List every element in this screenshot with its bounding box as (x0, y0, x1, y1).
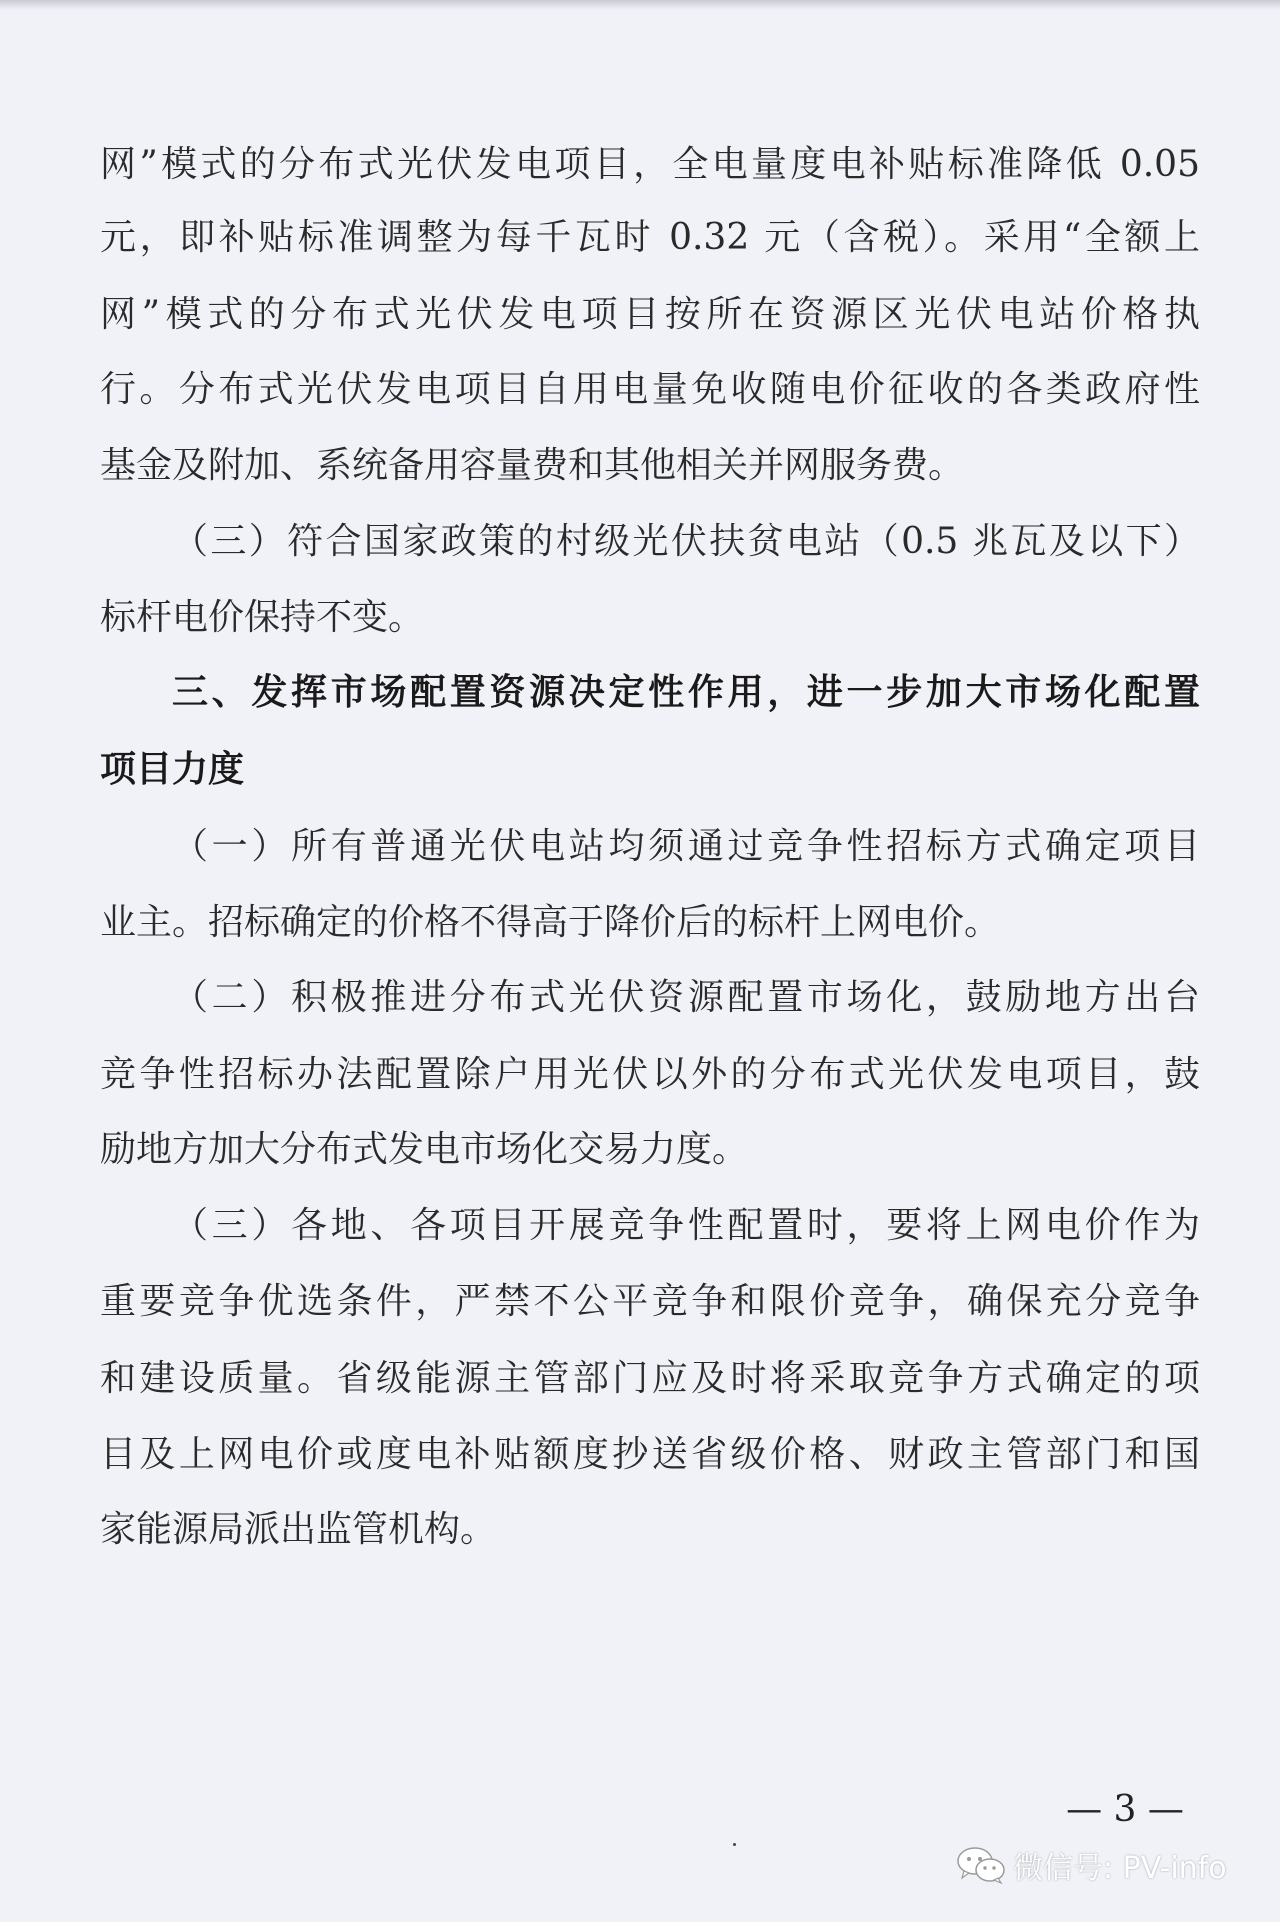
paragraph-line: 基金及附加、系统备用容量费和其他相关并网服务费。 (100, 445, 965, 486)
section-heading: 项目力度 (100, 749, 245, 790)
paragraph-line: 网”模式的分布式光伏发电项目，全电量度电补贴标准降低 0.05 (100, 144, 1200, 185)
wechat-icon (955, 1845, 1007, 1885)
paragraph-line: 竞争性招标办法配置除户用光伏以外的分布式光伏发电项目，鼓 (100, 1054, 1200, 1095)
paragraph-line: （三）符合国家政策的村级光伏扶贫电站（0.5 兆瓦及以下） (172, 521, 1200, 562)
paragraph-line: 标杆电价保持不变。 (100, 597, 425, 638)
paragraph-line: 重要竞争优选条件，严禁不公平竞争和限价竞争，确保充分竞争 (100, 1281, 1200, 1322)
paragraph-line: 目及上网电价或度电补贴额度抄送省级价格、财政主管部门和国 (100, 1434, 1200, 1475)
section-heading: 三、发挥市场配置资源决定性作用，进一步加大市场化配置 (172, 672, 1200, 713)
paragraph-line: 和建设质量。省级能源主管部门应及时将采取竞争方式确定的项 (100, 1358, 1200, 1399)
wechat-watermark (955, 1845, 1227, 1885)
paragraph-line: （一）所有普通光伏电站均须通过竞争性招标方式确定项目 (172, 826, 1200, 867)
paragraph-line: 行。分布式光伏发电项目自用电量免收随电价征收的各类政府性 (100, 369, 1200, 410)
page-number: — 3 — (1066, 1789, 1184, 1830)
scan-edge (0, 0, 1280, 10)
paragraph-line: 励地方加大分布式发电市场化交易力度。 (100, 1129, 749, 1170)
watermark-text: 微信号: PV-info (1013, 1851, 1227, 1886)
paragraph-line: 元，即补贴标准调整为每千瓦时 0.32 元（含税）。采用“全额上 (100, 217, 1200, 258)
paragraph-line: 家能源局派出监管机构。 (100, 1509, 497, 1550)
paragraph-line: 业主。招标确定的价格不得高于降价后的标杆上网电价。 (100, 902, 1001, 943)
scan-speck (733, 1843, 736, 1846)
paragraph-line: （三）各地、各项目开展竞争性配置时，要将上网电价作为 (172, 1205, 1200, 1246)
paragraph-line: （二）积极推进分布式光伏资源配置市场化，鼓励地方出台 (172, 977, 1200, 1018)
paragraph-line: 网”模式的分布式光伏发电项目按所在资源区光伏电站价格执 (100, 294, 1200, 335)
